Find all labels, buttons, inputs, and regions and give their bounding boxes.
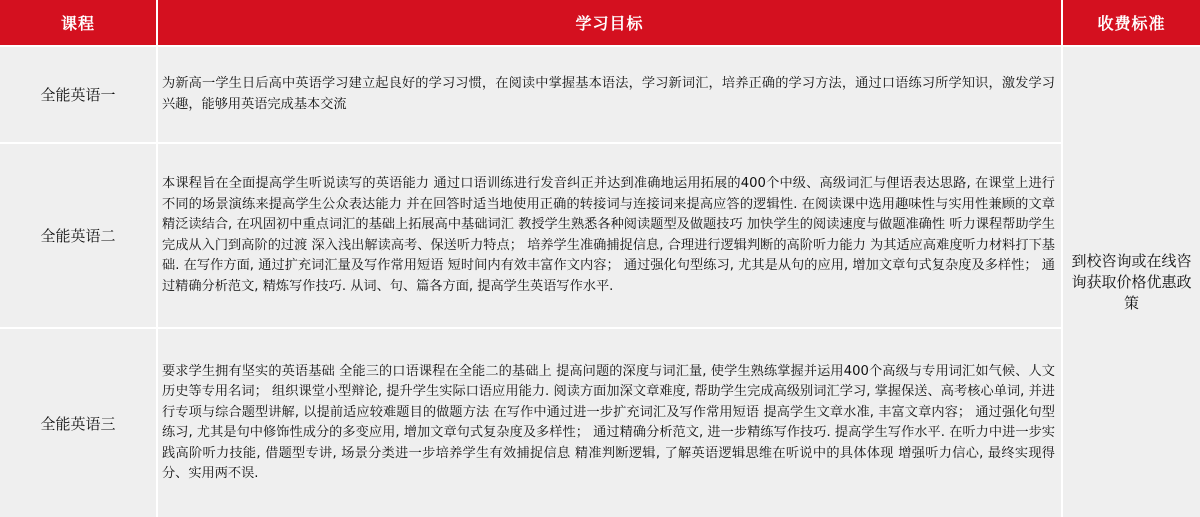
course-goal-2-text: 本课程旨在全面提高学生听说读写的英语能力 通过口语训练进行发音纠正并达到准确地运用拓展的400个中级、高级词汇与俚语表达思路, 在课堂上进行不同的场景演练来提高学生公众表达能力 并在回答时适当地使用正确的转接词与连接词来提高应答的逻辑性. 在阅读课中选用趣味性与实用性兼顾的文章 精泛读结合, 在巩固初中重点词汇的基础上拓展高中基础词汇 教授学生熟悉各种阅读题型及做题技巧 加快学生的阅读速度与做题准确性 听力课程帮助学生完成从入门到高阶的过渡 深入浅出解读高考、保送听力特点； 培养学生准确捕捉信息, 合理进行逻辑判断的高阶听力能力 为其适应高难度听力材料打下基础. 在写作方面, 通过扩充词汇量及写作常用短语 短时间内有效丰富作文内容； 通过强化句型练习, 尤其是从句的应用, 增加文章句式复杂度及多样性； 通过精确分析范文, 精炼写作技巧. 从词、句、篇各方面, 提高学生英语写作水平. <box>162 176 1055 294</box>
header-course: 课程 <box>0 0 158 47</box>
course-name-1: 全能英语一 <box>0 47 158 144</box>
course-goal-1-text: 为新高一学生日后高中英语学习建立起良好的学习习惯，在阅读中掌握基本语法，学习新词汇，培养正确的学习方法，通过口语练习所学知识，激发学习兴趣，能够用英语完成基本交流 <box>162 76 1055 112</box>
course-name-3: 全能英语三 <box>0 329 158 517</box>
header-fee: 收费标准 <box>1063 0 1200 47</box>
fee-standard: 到校咨询或在线咨询获取价格优惠政策 <box>1063 47 1200 517</box>
course-goal-3 <box>158 329 1063 517</box>
course-name-2: 全能英语二 <box>0 144 158 329</box>
course-goal-2 <box>158 144 1063 329</box>
header-goal: 学习目标 <box>158 0 1063 47</box>
course-goal-3-text: 要求学生拥有坚实的英语基础 全能三的口语课程在全能二的基础上 提高问题的深度与词汇量, 使学生熟练掌握并运用400个高级与专用词汇如气候、人文历史等专用名词； 组织课堂小型辩论, 提升学生实际口语应用能力. 阅读方面加深文章难度, 帮助学生完成高级别词汇学习, 掌握保送、高考核心单词, 并进行专项与综合题型讲解, 以提前适应较难题目的做题方法 在写作中通过进一步扩充词汇及写作常用短语 提高学生文章水准, 丰富文章内容； 通过强化句型练习, 尤其是句中修饰性成分的多变应用, 增加文章句式复杂度及多样性； 通过精确分析范文, 进一步精练写作技巧. 提高学生写作水平. 在听力中进一步实践高阶听力技能, 借题型专讲, 场景分类进一步培养学生有效捕捉信息 精准判断逻辑, 了解英语逻辑思维在听说中的具体体现 增强听力信心, 最终实现得分、实用两不误. <box>162 363 1055 481</box>
course-goal-1 <box>158 47 1063 144</box>
